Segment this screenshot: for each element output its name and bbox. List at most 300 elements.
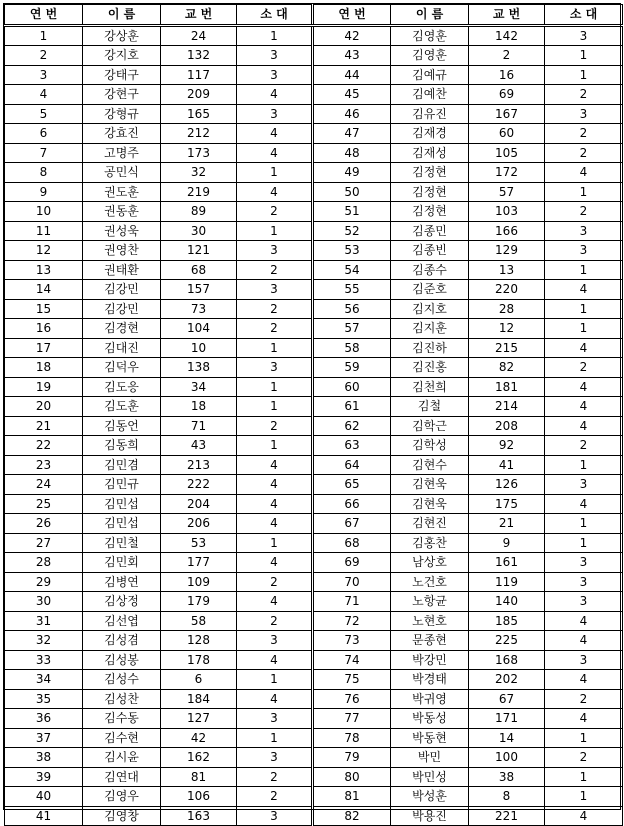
cell-number: 9 [5,182,83,202]
cell-platoon: 4 [237,475,313,495]
cell-number: 20 [5,397,83,417]
cell-number: 16 [5,319,83,339]
cell-id: 34 [161,377,237,397]
cell-id: 140 [469,592,545,612]
cell-number: 61 [313,397,391,417]
cell-platoon: 3 [545,221,623,241]
cell-platoon: 2 [545,85,623,105]
cell-number: 38 [5,748,83,768]
cell-number: 78 [313,728,391,748]
cell-name: 권성욱 [83,221,161,241]
cell-id: 8 [469,787,545,807]
table-row [5,728,623,748]
cell-number: 49 [313,163,391,183]
header-platoon: 소 대 [545,5,623,26]
cell-platoon: 1 [545,455,623,475]
cell-number: 26 [5,514,83,534]
table-row [5,592,623,612]
cell-number: 23 [5,455,83,475]
cell-platoon: 3 [237,280,313,300]
cell-number: 71 [313,592,391,612]
cell-name: 김영우 [83,787,161,807]
cell-name: 김현욱 [391,475,469,495]
cell-platoon: 3 [545,650,623,670]
cell-platoon: 1 [545,514,623,534]
cell-id: 142 [469,25,545,46]
cell-id: 104 [161,319,237,339]
cell-platoon: 1 [545,728,623,748]
table-row [5,650,623,670]
cell-name: 박용진 [391,806,469,826]
cell-name: 김민규 [83,475,161,495]
cell-name: 김종민 [391,221,469,241]
cell-number: 56 [313,299,391,319]
cell-id: 161 [469,553,545,573]
cell-platoon: 1 [545,46,623,66]
cell-number: 25 [5,494,83,514]
cell-platoon: 2 [545,202,623,222]
cell-id: 157 [161,280,237,300]
cell-platoon: 3 [237,104,313,124]
cell-name: 김강민 [83,299,161,319]
cell-id: 103 [469,202,545,222]
cell-number: 28 [5,553,83,573]
table-row [5,514,623,534]
cell-platoon: 4 [545,806,623,826]
cell-id: 225 [469,631,545,651]
cell-number: 69 [313,553,391,573]
table-row [5,553,623,573]
cell-number: 14 [5,280,83,300]
cell-name: 김현수 [391,455,469,475]
cell-platoon: 2 [545,436,623,456]
cell-name: 권동훈 [83,202,161,222]
cell-name: 박귀영 [391,689,469,709]
cell-platoon: 3 [545,572,623,592]
cell-platoon: 1 [237,533,313,553]
cell-id: 128 [161,631,237,651]
cell-name: 김민철 [83,533,161,553]
cell-platoon: 4 [237,689,313,709]
cell-name: 김홍찬 [391,533,469,553]
cell-number: 41 [5,806,83,826]
cell-number: 30 [5,592,83,612]
cell-name: 고명주 [83,143,161,163]
cell-number: 24 [5,475,83,495]
cell-platoon: 3 [237,631,313,651]
cell-number: 60 [313,377,391,397]
cell-name: 김시윤 [83,748,161,768]
cell-number: 1 [5,25,83,46]
cell-number: 34 [5,670,83,690]
cell-name: 김천희 [391,377,469,397]
cell-platoon: 4 [545,670,623,690]
cell-number: 15 [5,299,83,319]
cell-name: 김민섭 [83,514,161,534]
cell-name: 김정현 [391,202,469,222]
cell-number: 32 [5,631,83,651]
cell-platoon: 3 [545,475,623,495]
cell-number: 42 [313,25,391,46]
cell-id: 117 [161,65,237,85]
cell-platoon: 2 [237,767,313,787]
table-row [5,436,623,456]
cell-number: 70 [313,572,391,592]
cell-id: 24 [161,25,237,46]
cell-number: 80 [313,767,391,787]
cell-platoon: 1 [237,436,313,456]
cell-number: 81 [313,787,391,807]
cell-platoon: 1 [545,182,623,202]
cell-name: 박민성 [391,767,469,787]
cell-number: 77 [313,709,391,729]
cell-platoon: 3 [545,553,623,573]
cell-id: 82 [469,358,545,378]
cell-id: 67 [469,689,545,709]
table-row [5,358,623,378]
cell-name: 김정현 [391,182,469,202]
cell-id: 213 [161,455,237,475]
cell-platoon: 1 [237,670,313,690]
table-row [5,806,623,826]
cell-platoon: 1 [237,163,313,183]
cell-platoon: 4 [545,338,623,358]
cell-name: 강효진 [83,124,161,144]
cell-number: 35 [5,689,83,709]
cell-platoon: 3 [237,806,313,826]
cell-number: 21 [5,416,83,436]
header-id: 교 번 [161,5,237,26]
cell-number: 4 [5,85,83,105]
cell-id: 215 [469,338,545,358]
cell-name: 노건호 [391,572,469,592]
cell-number: 13 [5,260,83,280]
cell-platoon: 4 [237,143,313,163]
cell-name: 김현욱 [391,494,469,514]
cell-name: 권영찬 [83,241,161,261]
table-row [5,475,623,495]
cell-id: 221 [469,806,545,826]
cell-number: 67 [313,514,391,534]
cell-name: 김대진 [83,338,161,358]
cell-name: 김현진 [391,514,469,534]
cell-platoon: 4 [545,709,623,729]
cell-platoon: 4 [237,85,313,105]
cell-name: 김학성 [391,436,469,456]
cell-name: 문종현 [391,631,469,651]
cell-name: 김민겸 [83,455,161,475]
cell-number: 39 [5,767,83,787]
cell-platoon: 2 [237,260,313,280]
cell-id: 43 [161,436,237,456]
cell-platoon: 3 [237,748,313,768]
cell-platoon: 3 [237,46,313,66]
cell-name: 박민 [391,748,469,768]
cell-id: 204 [161,494,237,514]
cell-name: 김수현 [83,728,161,748]
cell-name: 김영훈 [391,25,469,46]
roster-sheet [3,3,621,823]
cell-id: 138 [161,358,237,378]
cell-id: 185 [469,611,545,631]
table-row [5,221,623,241]
cell-name: 김진하 [391,338,469,358]
cell-id: 81 [161,767,237,787]
cell-platoon: 4 [545,397,623,417]
cell-number: 33 [5,650,83,670]
cell-platoon: 4 [545,631,623,651]
cell-id: 28 [469,299,545,319]
table-row [5,377,623,397]
cell-name: 강현구 [83,85,161,105]
cell-platoon: 3 [545,592,623,612]
table-row [5,748,623,768]
cell-platoon: 2 [237,202,313,222]
cell-number: 50 [313,182,391,202]
cell-id: 32 [161,163,237,183]
cell-id: 71 [161,416,237,436]
table-row [5,611,623,631]
cell-name: 박동성 [391,709,469,729]
cell-platoon: 2 [545,748,623,768]
table-row [5,280,623,300]
table-row [5,319,623,339]
cell-id: 2 [469,46,545,66]
cell-platoon: 4 [545,377,623,397]
cell-name: 김지호 [391,299,469,319]
cell-number: 68 [313,533,391,553]
cell-platoon: 1 [545,787,623,807]
cell-platoon: 4 [545,416,623,436]
header-id: 교 번 [469,5,545,26]
cell-number: 22 [5,436,83,456]
cell-id: 92 [469,436,545,456]
cell-number: 19 [5,377,83,397]
table-row [5,670,623,690]
header-number: 연 번 [5,5,83,26]
cell-id: 222 [161,475,237,495]
cell-number: 8 [5,163,83,183]
cell-platoon: 3 [545,104,623,124]
cell-platoon: 3 [237,65,313,85]
cell-number: 10 [5,202,83,222]
cell-name: 김민회 [83,553,161,573]
cell-platoon: 4 [237,455,313,475]
cell-name: 김종수 [391,260,469,280]
cell-name: 김유진 [391,104,469,124]
header-name: 이 름 [83,5,161,26]
cell-platoon: 1 [545,319,623,339]
cell-platoon: 4 [545,163,623,183]
cell-name: 김경현 [83,319,161,339]
cell-number: 12 [5,241,83,261]
cell-id: 127 [161,709,237,729]
cell-number: 44 [313,65,391,85]
cell-name: 김성수 [83,670,161,690]
cell-name: 공민식 [83,163,161,183]
cell-id: 181 [469,377,545,397]
cell-id: 206 [161,514,237,534]
table-row [5,631,623,651]
table-row [5,397,623,417]
cell-name: 박강민 [391,650,469,670]
table-row [5,124,623,144]
cell-id: 38 [469,767,545,787]
cell-number: 57 [313,319,391,339]
cell-platoon: 1 [237,377,313,397]
cell-id: 202 [469,670,545,690]
cell-id: 69 [469,85,545,105]
cell-platoon: 3 [545,241,623,261]
cell-name: 김도훈 [83,397,161,417]
table-row [5,182,623,202]
table-row [5,689,623,709]
cell-platoon: 3 [237,241,313,261]
cell-name: 박성훈 [391,787,469,807]
cell-platoon: 1 [237,25,313,46]
cell-id: 208 [469,416,545,436]
cell-number: 51 [313,202,391,222]
table-row [5,338,623,358]
cell-name: 김예찬 [391,85,469,105]
cell-platoon: 2 [545,689,623,709]
cell-id: 89 [161,202,237,222]
cell-id: 175 [469,494,545,514]
cell-id: 58 [161,611,237,631]
cell-number: 36 [5,709,83,729]
cell-number: 3 [5,65,83,85]
cell-number: 31 [5,611,83,631]
cell-platoon: 3 [237,709,313,729]
cell-id: 119 [469,572,545,592]
table-row [5,202,623,222]
cell-platoon: 2 [545,143,623,163]
cell-name: 김연대 [83,767,161,787]
cell-platoon: 1 [545,533,623,553]
cell-id: 60 [469,124,545,144]
cell-number: 79 [313,748,391,768]
cell-id: 132 [161,46,237,66]
cell-name: 강형규 [83,104,161,124]
cell-platoon: 4 [237,650,313,670]
cell-platoon: 4 [237,124,313,144]
cell-number: 5 [5,104,83,124]
cell-id: 168 [469,650,545,670]
cell-platoon: 2 [237,299,313,319]
cell-id: 173 [161,143,237,163]
cell-id: 172 [469,163,545,183]
cell-platoon: 4 [237,592,313,612]
cell-name: 강상훈 [83,25,161,46]
cell-id: 121 [161,241,237,261]
cell-id: 171 [469,709,545,729]
cell-name: 권태환 [83,260,161,280]
cell-id: 57 [469,182,545,202]
cell-platoon: 2 [237,611,313,631]
table-row [5,25,623,46]
header-number: 연 번 [313,5,391,26]
header-name: 이 름 [391,5,469,26]
cell-id: 178 [161,650,237,670]
cell-platoon: 1 [237,728,313,748]
cell-number: 52 [313,221,391,241]
cell-number: 40 [5,787,83,807]
cell-platoon: 1 [545,299,623,319]
cell-name: 노항균 [391,592,469,612]
cell-id: 13 [469,260,545,280]
cell-number: 46 [313,104,391,124]
cell-id: 12 [469,319,545,339]
cell-name: 김예규 [391,65,469,85]
cell-number: 75 [313,670,391,690]
cell-platoon: 2 [237,787,313,807]
cell-platoon: 2 [237,319,313,339]
cell-platoon: 1 [545,65,623,85]
cell-name: 김수동 [83,709,161,729]
cell-number: 76 [313,689,391,709]
cell-platoon: 4 [237,494,313,514]
table-row [5,455,623,475]
cell-number: 48 [313,143,391,163]
cell-platoon: 4 [545,494,623,514]
cell-platoon: 4 [237,182,313,202]
cell-number: 58 [313,338,391,358]
table-row [5,533,623,553]
cell-name: 김철 [391,397,469,417]
table-row [5,787,623,807]
cell-platoon: 1 [237,397,313,417]
cell-number: 63 [313,436,391,456]
header-row [5,5,623,26]
roster-table [4,4,623,826]
cell-name: 김상정 [83,592,161,612]
cell-number: 18 [5,358,83,378]
table-row [5,767,623,787]
table-row [5,143,623,163]
cell-number: 7 [5,143,83,163]
cell-platoon: 1 [545,767,623,787]
cell-platoon: 3 [237,358,313,378]
cell-number: 66 [313,494,391,514]
cell-id: 41 [469,455,545,475]
cell-id: 73 [161,299,237,319]
cell-id: 16 [469,65,545,85]
cell-id: 9 [469,533,545,553]
cell-number: 27 [5,533,83,553]
cell-number: 72 [313,611,391,631]
cell-name: 김병연 [83,572,161,592]
cell-number: 73 [313,631,391,651]
cell-number: 74 [313,650,391,670]
cell-id: 30 [161,221,237,241]
cell-name: 김재경 [391,124,469,144]
cell-id: 209 [161,85,237,105]
cell-platoon: 4 [237,553,313,573]
cell-id: 109 [161,572,237,592]
cell-id: 165 [161,104,237,124]
cell-platoon: 2 [237,572,313,592]
table-row [5,163,623,183]
cell-id: 100 [469,748,545,768]
cell-name: 김성겸 [83,631,161,651]
cell-name: 김지훈 [391,319,469,339]
cell-id: 179 [161,592,237,612]
cell-name: 김종빈 [391,241,469,261]
cell-number: 55 [313,280,391,300]
cell-id: 21 [469,514,545,534]
cell-name: 김강민 [83,280,161,300]
table-row [5,299,623,319]
